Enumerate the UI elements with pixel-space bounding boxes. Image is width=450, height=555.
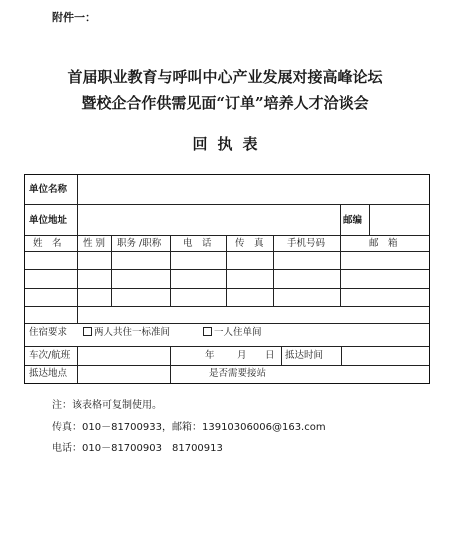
option-shared-room[interactable] [83,327,170,339]
reply-form-table [24,174,430,384]
header-email: 邮 箱 [369,238,398,249]
date-year: 年 [205,350,215,361]
lodging-label: 住宿要求 [29,327,68,338]
header-fax: 传 真 [235,238,264,249]
postcode-label: 邮编 [343,215,363,226]
header-phone: 电 话 [183,238,212,249]
header-mobile: 手机号码 [287,238,326,249]
unit-address-field[interactable] [79,207,337,233]
checkbox-single[interactable] [203,327,212,336]
date-day: 日 [265,350,275,361]
arrival-place-label: 抵达地点 [29,368,68,379]
arrival-time-field[interactable] [344,348,427,364]
option-single-room[interactable] [203,327,262,339]
title-line-2: 暨校企合作供需见面“订单”培养人才洽谈会 [81,94,369,112]
checkbox-shared[interactable] [83,327,92,336]
header-gender: 性 别 [83,238,106,249]
unit-address-label: 单位地址 [29,215,68,226]
title-line-1: 首届职业教育与呼叫中心产业发展对接高峰论坛 [67,68,383,86]
note-copy: 注：该表格可复制使用。 [52,400,162,411]
attendee-row-3[interactable] [27,290,427,305]
note-phone: 电话：010－81700903 81700913 [52,443,223,454]
attachment-label: 附件一： [52,11,96,24]
unit-name-field[interactable] [79,178,427,201]
option-shared-label: 两人共住一标准间 [94,327,171,338]
note-fax-email: 传真：010－81700933，邮箱：13910306006@163.com [52,422,326,433]
pickup-label: 是否需要接站 [209,368,267,379]
arrival-place-field[interactable] [80,367,168,382]
train-flight-label: 车次/航班 [29,350,71,361]
postcode-field[interactable] [372,207,427,233]
unit-name-label: 单位名称 [29,184,68,195]
option-single-label: 一人住单间 [214,327,262,338]
header-name: 姓 名 [33,238,62,249]
attendee-row-2[interactable] [27,271,427,287]
form-title: 回执表 [192,135,268,153]
attendee-row-1[interactable] [27,253,427,268]
train-flight-field[interactable] [80,348,168,364]
arrival-time-label: 抵达时间 [285,350,324,361]
date-month: 月 [237,350,247,361]
header-position: 职务 /职称 [117,238,162,249]
